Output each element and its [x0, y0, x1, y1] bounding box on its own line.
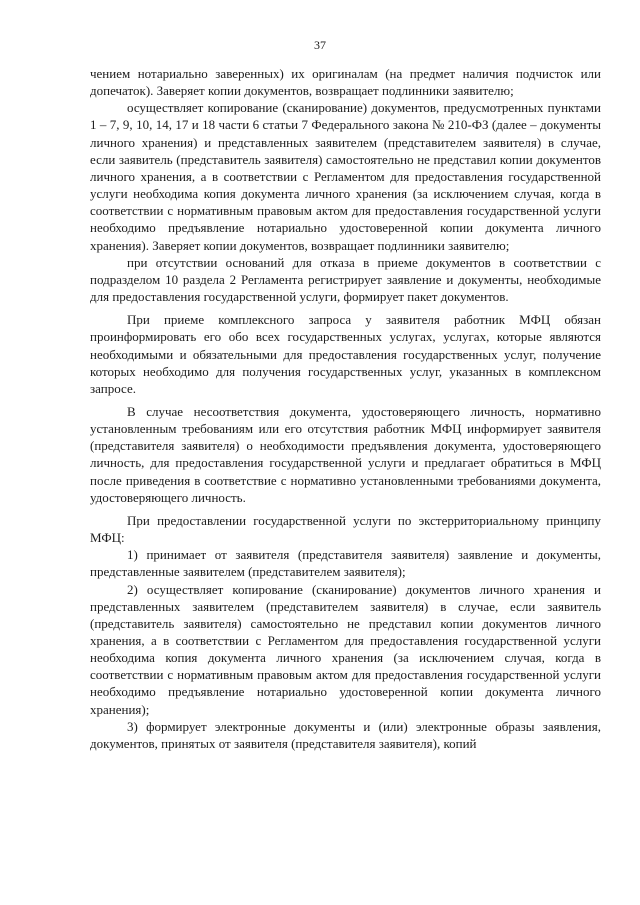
document-body [90, 65, 601, 752]
list-item-2: 2) осуществляет копирование (сканирование) документов личного хранения и представленных заявителем (представителем заявителя) в случае, если заявитель (представитель заявителя) самостоятельно не представил копии документов личного хранения, а в соответствии с Регламентом для предоставления государственной услуги необходима копия документа личного хранения (за исключением случая, когда в соответствии с нормативным правовым актом для предоставления государственной услуги необходимо предъявление нотариально удостоверенной копии документа личного хранения); [90, 581, 601, 717]
list-item-3: 3) формирует электронные документы и (или) электронные образы заявления, документов, принятых от заявителя (представителя заявителя), копий [90, 718, 601, 751]
paragraph-registration: при отсутствии оснований для отказа в приеме документов в соответствии с подразделом 10 раздела 2 Регламента регистрирует заявление и документы, необходимые для предоставления государственной услуги, формирует пакет документов. [90, 254, 601, 305]
paragraph-copying-documents: осуществляет копирование (сканирование) документов, предусмотренных пунктами 1 – 7, 9, 10, 14, 17 и 18 части 6 статьи 7 Федерального закона № 210-ФЗ (далее – документы личного хранения) и представленных заявителем (представителем заявителя) в случае, если заявитель (представитель заявителя) самостоятельно не представил копии документов личного хранения, а в соответствии с Регламентом для предоставления государственной услуги необходима копия документа личного хранения (за исключением случая, когда в соответствии с нормативным правовым актом для предоставления государственной услуги необходимо предъявление нотариально удостоверенной копии документа личного хранения). Заверяет копии документов, возвращает подлинники заявителю; [90, 100, 601, 253]
paragraph-continuation: чением нотариально заверенных) их оригиналам (на предмет наличия подчисток или допечаток). Заверяет копии документов, возвращает подлинники заявителю; [90, 66, 601, 99]
list-item-1: 1) принимает от заявителя (представителя заявителя) заявление и документы, представленные заявителем (представителем заявителя); [90, 547, 601, 580]
paragraph-identity-document: В случае несоответствия документа, удостоверяющего личность, нормативно установленным требованиям или его отсутствия работник МФЦ информирует заявителя (представителя заявителя) о необходимости предъявления документа, удостоверяющего личность, для предоставления государственной услуги и предлагает обратиться в МФЦ после приведения в соответствие с нормативно установленными требованиями документа, удостоверяющего личность. [90, 403, 601, 505]
page-number: 37 [314, 38, 326, 52]
paragraph-complex-request: При приеме комплексного запроса у заявителя работник МФЦ обязан проинформировать его обо всех государственных услугах, услугах, которые являются необходимыми и обязательными для предоставления государственных услуг, получение которых необходимо для получения государственных услуг, указанных в комплексном запросе. [90, 312, 601, 396]
paragraph-extraterritorial-intro: При предоставлении государственной услуги по экстерриториальному принципу МФЦ: [90, 512, 601, 546]
